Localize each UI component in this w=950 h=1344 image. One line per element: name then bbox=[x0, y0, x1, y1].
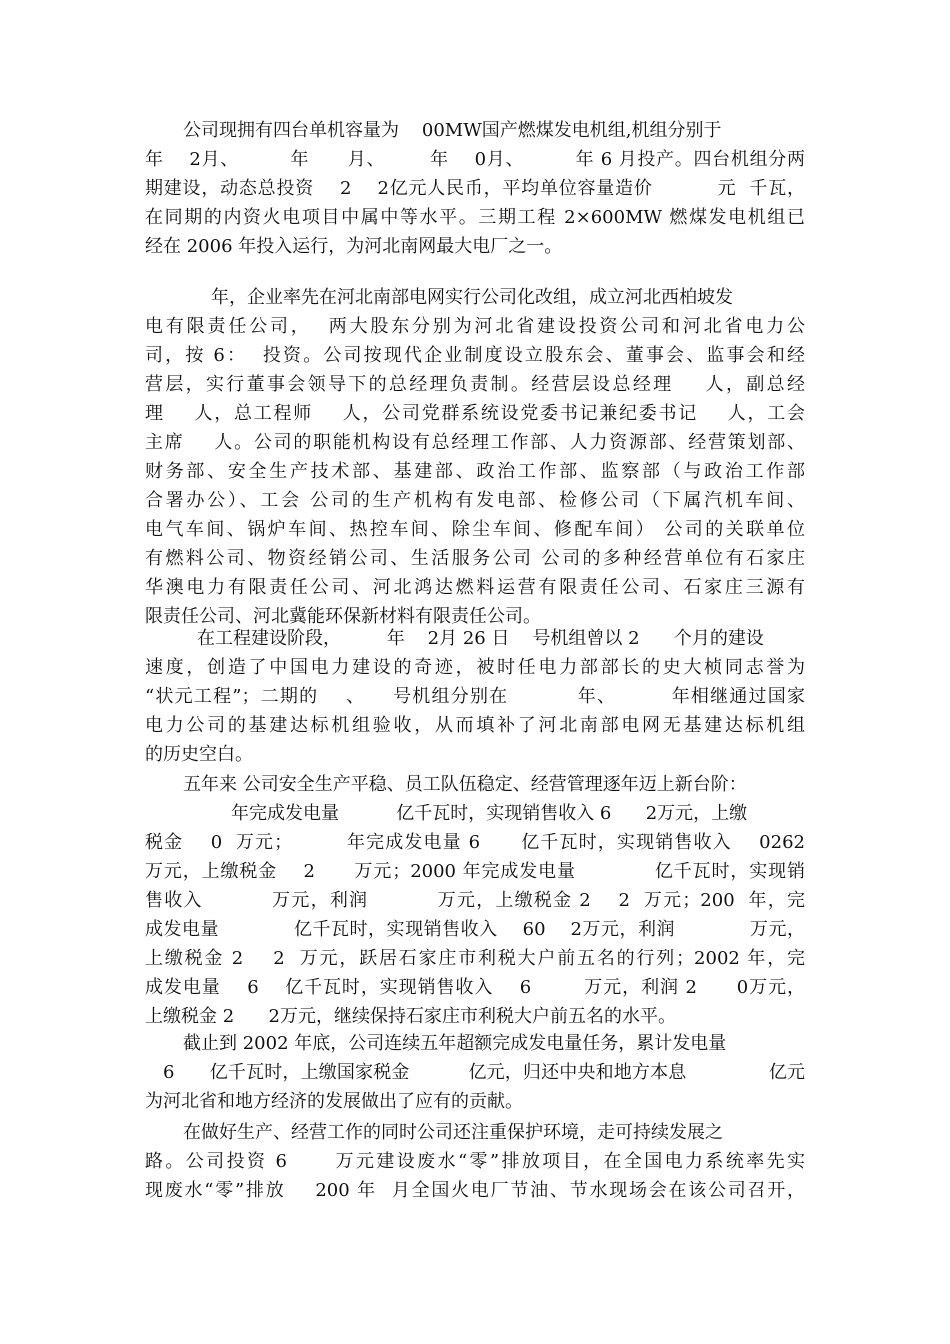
paragraph-line: 在工程建设阶段， 年 2月 26 日 号机组曾以 2 个月的建设 bbox=[197, 628, 764, 649]
paragraph-line: 截止到 2002 年底，公司连续五年超额完成发电量任务，累计发电量 bbox=[183, 1033, 727, 1054]
paragraph-line: 华澳电力有限责任公司、河北鸿达燃料运营有限责任公司、石家庄三源有 bbox=[145, 577, 805, 598]
paragraph-line: 电有限责任公司， 两大股东分别为河北省建设投资公司和河北省电力公 bbox=[145, 316, 805, 337]
paragraph-line: 营层，实行董事会领导下的总经理负责制。经营层设总经理 人，副总经 bbox=[145, 374, 805, 395]
paragraph-line: 司，按 6： 投资。公司按现代企业制度设立股东会、董事会、监事会和经 bbox=[145, 345, 805, 366]
paragraph-6 bbox=[145, 1118, 805, 1205]
paragraph-line: 财务部、安全生产技术部、基建部、政治工作部、监察部（与政治工作部 bbox=[145, 461, 805, 482]
paragraph-line: 速度，创造了中国电力建设的奇迹，被时任电力部部长的史大桢同志誉为 bbox=[145, 657, 805, 678]
paragraph-2 bbox=[145, 283, 805, 631]
paragraph-line: 售收入 万元，利润 万元，上缴税金 2 2 万元；200 年，完 bbox=[145, 890, 805, 911]
paragraph-line: 期建设，动态总投资 2 2亿元人民币，平均单位容量造价 元 千瓦， bbox=[145, 178, 805, 199]
paragraph-line: 成发电量 6 亿千瓦时，实现销售收入 6 万元，利润 2 0万元， bbox=[145, 977, 805, 998]
paragraph-line: 万元，上缴税金 2 万元；2000 年完成发电量 亿千瓦时，实现销 bbox=[145, 861, 805, 882]
paragraph-4 bbox=[145, 770, 805, 1031]
paragraph-line: 公司现拥有四台单机容量为 00MW国产燃煤发电机组,机组分别于 bbox=[183, 120, 722, 141]
paragraph-3 bbox=[145, 624, 805, 769]
paragraph-line: 年 2月、 年 月、 年 0月、 年 6 月投产。四台机组分两 bbox=[145, 149, 805, 170]
paragraph-line: 五年来 公司安全生产平稳、员工队伍稳定、经营管理逐年迈上新台阶： bbox=[183, 774, 747, 795]
paragraph-line: 在同期的内资火电项目中属中等水平。三期工程 2×600MW 燃煤发电机组已 bbox=[145, 207, 805, 228]
paragraph-line: 为河北省和地方经济的发展做出了应有的贡献。 bbox=[145, 1091, 523, 1112]
paragraph-1 bbox=[145, 116, 805, 261]
paragraph-line: 的历史空白。 bbox=[145, 744, 253, 765]
paragraph-line: 上缴税金 2 2 万元，跃居石家庄市利税大户前五名的行列；2002 年，完 bbox=[145, 948, 805, 969]
paragraph-line: 限责任公司、河北冀能环保新材料有限责任公司。 bbox=[145, 606, 541, 627]
paragraph-line: 年完成发电量 亿千瓦时，实现销售收入 6 2万元，上缴 bbox=[231, 803, 748, 824]
paragraph-line: 经在 2006 年投入运行，为河北南网最大电厂之一。 bbox=[145, 236, 563, 257]
paragraph-line: 电力公司的基建达标机组验收，从而填补了河北南部电网无基建达标机组 bbox=[145, 715, 805, 736]
paragraph-line: 电气车间、锅炉车间、热控车间、除尘车间、修配车间） 公司的关联单位 bbox=[145, 519, 805, 540]
paragraph-line: 主席 人。公司的职能机构设有总经理工作部、人力资源部、经营策划部、 bbox=[145, 432, 805, 453]
paragraph-line: 年，企业率先在河北南部电网实行公司化改组，成立河北西柏坡发 bbox=[211, 287, 733, 308]
paragraph-line: 税金 0 万元； 年完成发电量 6 亿千瓦时，实现销售收入 0262 bbox=[145, 832, 805, 853]
paragraph-5 bbox=[145, 1029, 805, 1116]
paragraph-line: 成发电量 亿千瓦时，实现销售收入 60 2万元，利润 万元， bbox=[145, 919, 805, 940]
paragraph-line: 路。公司投资 6 万元建设废水“零”排放项目，在全国电力系统率先实 bbox=[145, 1151, 805, 1172]
paragraph-line: 合署办公）、工会 公司的生产机构有发电部、检修公司（下属汽机车间、 bbox=[145, 490, 805, 511]
paragraph-line: “状元工程”；二期的 、 号机组分别在 年、 年相继通过国家 bbox=[145, 686, 805, 707]
paragraph-line: 上缴税金 2 2万元，继续保持石家庄市利税大户前五名的水平。 bbox=[145, 1006, 676, 1027]
paragraph-line: 6 亿千瓦时，上缴国家税金 亿元，归还中央和地方本息 亿元 bbox=[163, 1062, 805, 1083]
paragraph-line: 理 人，总工程师 人，公司党群系统设党委书记兼纪委书记 人，工会 bbox=[145, 403, 805, 424]
paragraph-line: 有燃料公司、物资经销公司、生活服务公司 公司的多种经营单位有石家庄 bbox=[145, 548, 805, 569]
paragraph-line: 现废水“零”排放 200 年 月全国火电厂节油、节水现场会在该公司召开， bbox=[145, 1180, 805, 1201]
paragraph-line: 在做好生产、经营工作的同时公司还注重保护环境，走可持续发展之 bbox=[183, 1122, 723, 1143]
